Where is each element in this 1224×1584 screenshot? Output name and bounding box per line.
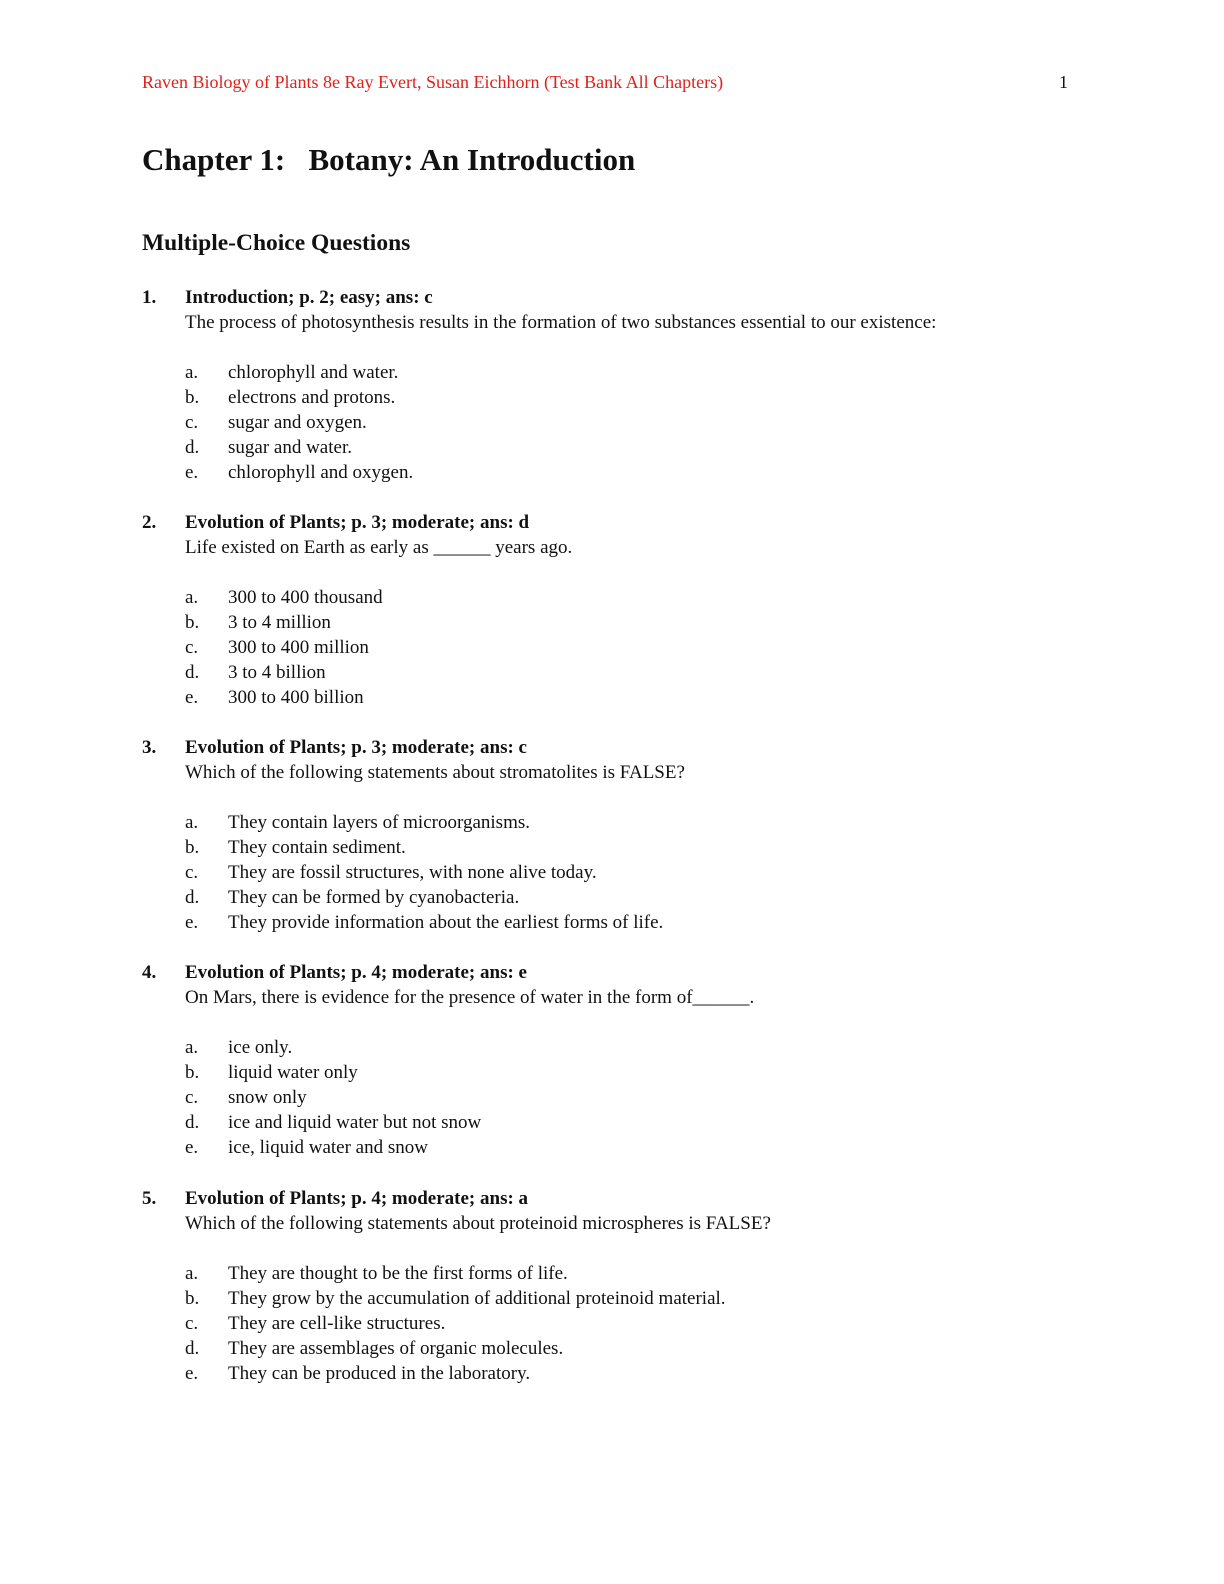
choice-text: They grow by the accumulation of additional proteinoid material. [228, 1288, 726, 1309]
question-meta: Evolution of Plants; p. 3; moderate; ans: d [185, 512, 530, 533]
question-2 [142, 510, 1072, 710]
choice-text: 300 to 400 thousand [228, 587, 383, 608]
question-number: 4. [142, 962, 157, 983]
choice-e [185, 910, 1072, 935]
question-3 [142, 735, 1072, 935]
choice-d [185, 1336, 1072, 1361]
question-number: 1. [142, 287, 157, 308]
choice-text: liquid water only [228, 1062, 358, 1083]
question-header [142, 735, 1072, 760]
choice-letter: c. [185, 1313, 199, 1334]
choice-c [185, 1085, 1072, 1110]
question-text: The process of photosynthesis results in the formation of two substances essential to our existence: [185, 312, 937, 333]
choice-letter: e. [185, 1137, 199, 1158]
choice-letter: b. [185, 387, 200, 408]
choice-text: They are fossil structures, with none alive today. [228, 862, 597, 883]
choice-letter: a. [185, 812, 199, 833]
choice-letter: e. [185, 687, 199, 708]
choice-e [185, 1361, 1072, 1386]
choice-text: 3 to 4 million [228, 612, 331, 633]
choice-letter: d. [185, 437, 200, 458]
question-header [142, 960, 1072, 985]
question-header [142, 1186, 1072, 1211]
chapter-title: Chapter 1: Botany: An Introduction [142, 142, 636, 177]
choice-letter: a. [185, 587, 199, 608]
choice-c [185, 635, 1072, 660]
choice-list [185, 360, 1072, 485]
choice-b [185, 385, 1072, 410]
choice-a [185, 360, 1072, 385]
choice-letter: c. [185, 862, 199, 883]
page-header [142, 72, 1068, 96]
choice-e [185, 685, 1072, 710]
choice-b [185, 610, 1072, 635]
choice-text: 300 to 400 million [228, 637, 369, 658]
header-title: Raven Biology of Plants 8e Ray Evert, Susan Eichhorn (Test Bank All Chapters) [142, 72, 724, 92]
choice-list [185, 810, 1072, 935]
choice-b [185, 1060, 1072, 1085]
question-meta: Introduction; p. 2; easy; ans: c [185, 287, 433, 308]
choice-text: 300 to 400 billion [228, 687, 364, 708]
choice-letter: b. [185, 1062, 200, 1083]
question-header [142, 285, 1072, 310]
choice-c [185, 1311, 1072, 1336]
choice-letter: d. [185, 1112, 200, 1133]
question-meta: Evolution of Plants; p. 4; moderate; ans: e [185, 962, 527, 983]
question-meta: Evolution of Plants; p. 4; moderate; ans: a [185, 1188, 529, 1209]
choice-a [185, 1261, 1072, 1286]
question-number: 3. [142, 737, 157, 758]
choice-text: They can be produced in the laboratory. [228, 1363, 531, 1384]
choice-text: chlorophyll and oxygen. [228, 462, 414, 483]
choice-e [185, 460, 1072, 485]
choice-text: They are assemblages of organic molecules. [228, 1338, 564, 1359]
choice-letter: b. [185, 837, 200, 858]
choice-e [185, 1135, 1072, 1160]
choice-b [185, 835, 1072, 860]
choice-letter: e. [185, 1363, 199, 1384]
question-1 [142, 285, 1072, 485]
section-title: Multiple-Choice Questions [142, 230, 411, 256]
choice-text: ice only. [228, 1037, 293, 1058]
page-number: 1 [1059, 72, 1068, 92]
question-text: Which of the following statements about proteinoid microspheres is FALSE? [185, 1213, 771, 1234]
question-text: Which of the following statements about stromatolites is FALSE? [185, 762, 685, 783]
choice-d [185, 885, 1072, 910]
choice-letter: e. [185, 462, 199, 483]
choice-letter: c. [185, 637, 199, 658]
choice-letter: d. [185, 662, 200, 683]
choice-text: They contain layers of microorganisms. [228, 812, 530, 833]
choice-text: ice, liquid water and snow [228, 1137, 428, 1158]
choice-list [185, 585, 1072, 710]
choice-text: sugar and water. [228, 437, 352, 458]
question-4 [142, 960, 1072, 1160]
question-text: On Mars, there is evidence for the presence of water in the form of______. [185, 987, 755, 1008]
question-text: Life existed on Earth as early as ______ years ago. [185, 537, 573, 558]
choice-letter: c. [185, 1087, 199, 1108]
choice-text: They are thought to be the first forms of life. [228, 1263, 568, 1284]
choice-letter: d. [185, 887, 200, 908]
choice-c [185, 860, 1072, 885]
choice-text: They can be formed by cyanobacteria. [228, 887, 520, 908]
choice-list [185, 1261, 1072, 1386]
choice-letter: c. [185, 412, 199, 433]
choice-text: ice and liquid water but not snow [228, 1112, 482, 1133]
question-number: 5. [142, 1188, 157, 1209]
choice-list [185, 1035, 1072, 1160]
choice-letter: a. [185, 1263, 199, 1284]
choice-text: 3 to 4 billion [228, 662, 326, 683]
choice-a [185, 1035, 1072, 1060]
choice-text: They contain sediment. [228, 837, 406, 858]
choice-d [185, 1110, 1072, 1135]
choice-b [185, 1286, 1072, 1311]
choice-text: sugar and oxygen. [228, 412, 367, 433]
question-5 [142, 1186, 1072, 1386]
question-number: 2. [142, 512, 157, 533]
choice-text: electrons and protons. [228, 387, 396, 408]
choice-a [185, 810, 1072, 835]
choice-letter: a. [185, 1037, 199, 1058]
question-header [142, 510, 1072, 535]
choice-d [185, 660, 1072, 685]
choice-d [185, 435, 1072, 460]
choice-text: snow only [228, 1087, 307, 1108]
choice-letter: e. [185, 912, 199, 933]
choice-text: They provide information about the earliest forms of life. [228, 912, 664, 933]
choice-text: chlorophyll and water. [228, 362, 399, 383]
choice-letter: d. [185, 1338, 200, 1359]
choice-a [185, 585, 1072, 610]
choice-letter: b. [185, 612, 200, 633]
question-meta: Evolution of Plants; p. 3; moderate; ans: c [185, 737, 527, 758]
choice-letter: b. [185, 1288, 200, 1309]
choice-text: They are cell-like structures. [228, 1313, 446, 1334]
choice-letter: a. [185, 362, 199, 383]
choice-c [185, 410, 1072, 435]
